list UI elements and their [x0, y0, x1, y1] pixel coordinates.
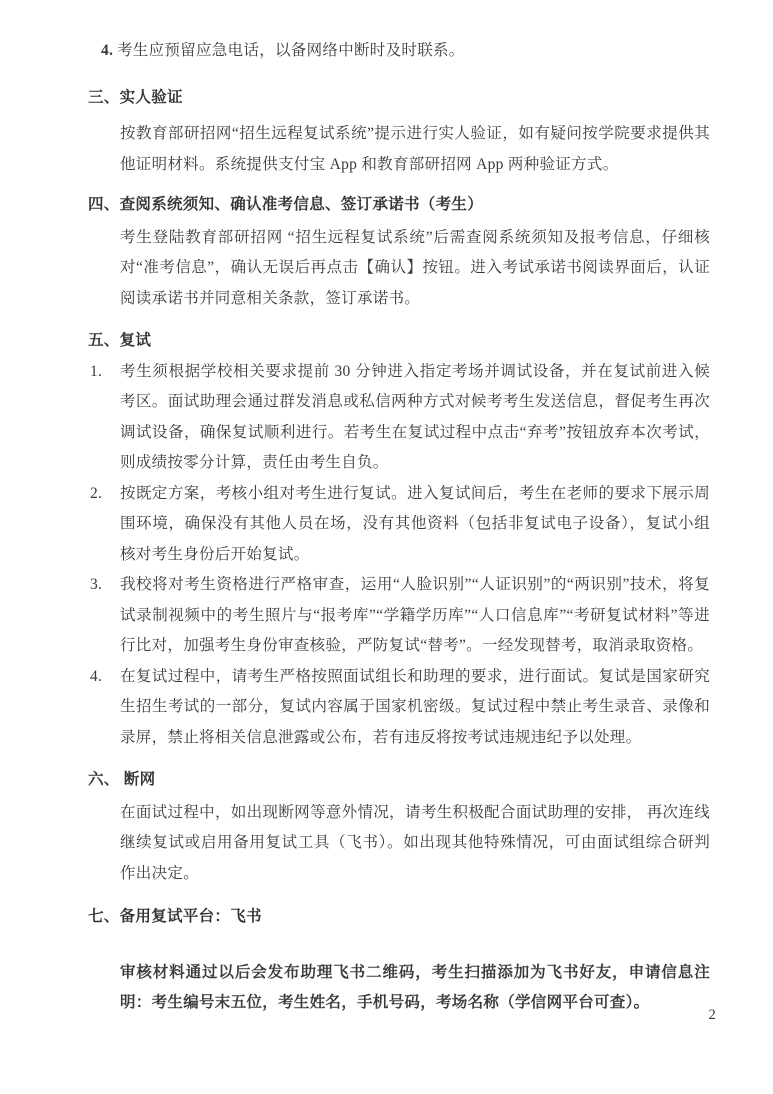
list-item-marker: 4. [101, 42, 114, 59]
section-verification [0, 83, 773, 181]
list-item-marker: 3. [90, 576, 103, 593]
section-paragraph: 考生登陆教育部研招网 “招生远程复试系统”后需查阅系统须知及报考信息，仔细核对“准考信息”，确认无误后再点击【确认】按钮。进入考试承诺书阅读界面后，认证阅读承诺书并同意相关条款，签订承诺书。 [120, 228, 710, 307]
list-item [90, 357, 773, 479]
list-item-text: 考生应预留应急电话，以备网络中断时及时联系。 [117, 42, 465, 59]
continuation-list-item [101, 36, 773, 67]
section-heading: 五、复试 [88, 332, 152, 349]
list-item-text: 考生须根据学校相关要求提前 30 分钟进入指定考场并调试设备，并在复试前进入候考区。面试助理会通过群发消息或私信两种方式对候考考生发送信息，督促考生再次调试设备，确保复试顺利进行。若考生在复试过程中点击“弃考”按钮放弃本次考试，则成绩按零分计算，责任由考生自负。 [120, 362, 710, 471]
section-retest [0, 326, 773, 753]
list-item [90, 479, 773, 571]
page-number: 2 [708, 1007, 716, 1023]
list-item-text: 按既定方案，考核小组对考生进行复试。进入复试间后，考生在老师的要求下展示周围环境，确保没有其他人员在场，没有其他资料（包括非复试电子设备），复试小组核对考生身份后开始复试。 [120, 484, 710, 563]
section-paragraph: 审核材料通过以后会发布助理飞书二维码，考生扫描添加为飞书好友，申请信息注明：考生编号末五位，考生姓名，手机号码，考场名称（学信网平台可查）。 [120, 963, 710, 1011]
section-confirm-info [0, 190, 773, 314]
section-heading: 七、备用复试平台：飞书 [88, 908, 262, 925]
list-item-marker: 1. [90, 362, 103, 380]
list-item [90, 570, 773, 662]
section-heading: 三、实人验证 [88, 88, 183, 106]
list-item-marker: 4. [90, 667, 103, 685]
list-item-text: 在复试过程中，请考生严格按照面试组长和助理的要求，进行面试。复试是国家研究生招生考试的一部分，复试内容属于国家机密级。复试过程中禁止考生录音、录像和录屏，禁止将相关信息泄露或公布，若有违反将按考试违规违纪予以处理。 [120, 667, 710, 746]
numbered-list [0, 357, 773, 754]
section-paragraph: 在面试过程中，如出现断网等意外情况，请考生积极配合面试助理的安排， 再次连线继续复试或启用备用复试工具（飞书）。如出现其他特殊情况，可由面试组综合研判作出决定。 [120, 803, 710, 882]
list-item [90, 662, 773, 754]
section-paragraph: 按教育部研招网“招生远程复试系统”提示进行实人验证，如有疑问按学院要求提供其他证明材料。系统提供支付宝 App 和教育部研招网 App 两种验证方式。 [120, 125, 710, 173]
section-backup-platform [0, 902, 773, 1019]
list-item-text: 我校将对考生资格进行严格审查，运用“人脸识别”“人证识别”的“两识别”技术，将复试录制视频中的考生照片与“报考库”“学籍学历库”“人口信息库”“考研复试材料”等进行比对，加强考生身份审查核验，严防复试“替考”。一经发现替考，取消录取资格。 [120, 576, 710, 654]
section-heading: 四、查阅系统须知、确认准考信息、签订承诺书（考生） [88, 196, 484, 213]
section-heading: 六、 断网 [88, 771, 156, 788]
list-item-marker: 2. [90, 484, 103, 502]
section-disconnect [0, 765, 773, 889]
